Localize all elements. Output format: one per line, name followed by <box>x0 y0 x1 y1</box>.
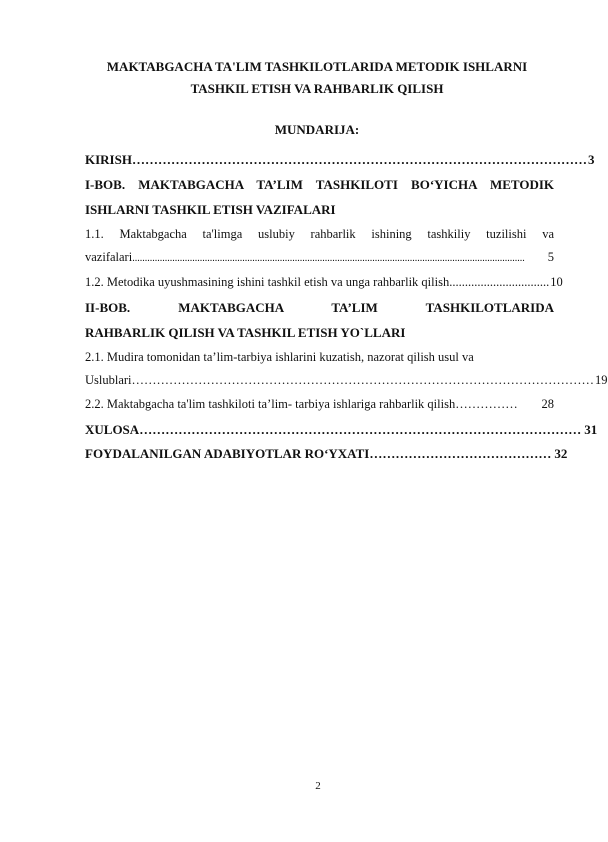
dot-leader: ………………………………………………………………………………………………… <box>131 373 595 387</box>
toc-entry-label: Uslublari <box>85 373 132 387</box>
dot-leader: …………………………………… <box>369 446 552 461</box>
toc-chapter-1-line-1: I-BOB. MAKTABGACHA TA’LIM TASHKILOTI BO‘YICHA METODIK <box>85 177 554 192</box>
toc-section-2-2 <box>85 397 554 412</box>
toc-entry-adabiyotlar <box>85 446 568 462</box>
dot-leader: ………………………………………………………………………………………… <box>139 422 582 437</box>
toc-entry-page: 3 <box>587 152 595 167</box>
toc-heading: MUNDARIJA: <box>274 122 360 137</box>
toc-section-1-1-line-1: 1.1. Maktabgacha ta'limga uslubiy rahbarlik ishining tashkiliy tuzilishi va <box>85 227 554 241</box>
toc-section-1-1-line-2 <box>85 250 554 265</box>
toc-entry-label: FOYDALANILGAN ADABIYOTLAR RO‘YXATI <box>85 446 370 461</box>
toc-entry-xulosa <box>85 422 598 438</box>
toc-entry-label: 1.2. Metodika uyushmasining ishini tashkil etish va unga rahbarlik qilish <box>85 275 450 289</box>
toc-entry-label: 2.2. Maktabgacha ta'lim tashkiloti ta’lim- tarbiya ishlariga rahbarlik qilish <box>85 397 456 411</box>
toc-entry-label: KIRISH <box>85 152 132 167</box>
toc-section-1-2 <box>85 275 563 290</box>
toc-entry-page: 5 <box>547 250 554 264</box>
toc-entry-kirish <box>85 152 595 168</box>
dot-leader: ............................................................................................................................................................. <box>132 253 525 264</box>
dot-leader: ................................ <box>449 275 550 289</box>
page-number: 2 <box>315 780 321 792</box>
toc-chapter-2-line-2: RAHBARLIK QILISH VA TASHKIL ETISH YO`LLARI <box>85 325 406 340</box>
toc-chapter-2-line-1: II-BOB. MAKTABGACHA TA’LIM TASHKILOTLARIDA <box>85 300 554 315</box>
dot-leader: …………………………………………………………………………………………… <box>131 152 587 167</box>
toc-entry-label: vazifalari <box>85 250 133 264</box>
document-title-line-1: MAKTABGACHA TA'LIM TASHKILOTLARIDA METODIK ISHLARNI <box>106 59 528 74</box>
dot-leader: …………… <box>455 397 518 411</box>
toc-section-2-1-line-2 <box>85 373 608 388</box>
document-title-line-2: TASHKIL ETISH VA RAHBARLIK QILISH <box>190 81 444 96</box>
toc-chapter-1-line-2: ISHLARNI TASHKIL ETISH VAZIFALARI <box>85 202 336 217</box>
toc-entry-label: XULOSA <box>85 422 140 437</box>
toc-entry-page: 28 <box>541 397 554 411</box>
toc-entry-page: 10 <box>550 275 563 289</box>
toc-section-2-1-line-1: 2.1. Mudira tomonidan ta’lim-tarbiya ishlarini kuzatish, nazorat qilish usul va <box>85 350 474 364</box>
toc-entry-page: 32 <box>554 446 568 461</box>
toc-entry-page: 31 <box>584 422 598 437</box>
toc-entry-page: 19 <box>595 373 608 387</box>
